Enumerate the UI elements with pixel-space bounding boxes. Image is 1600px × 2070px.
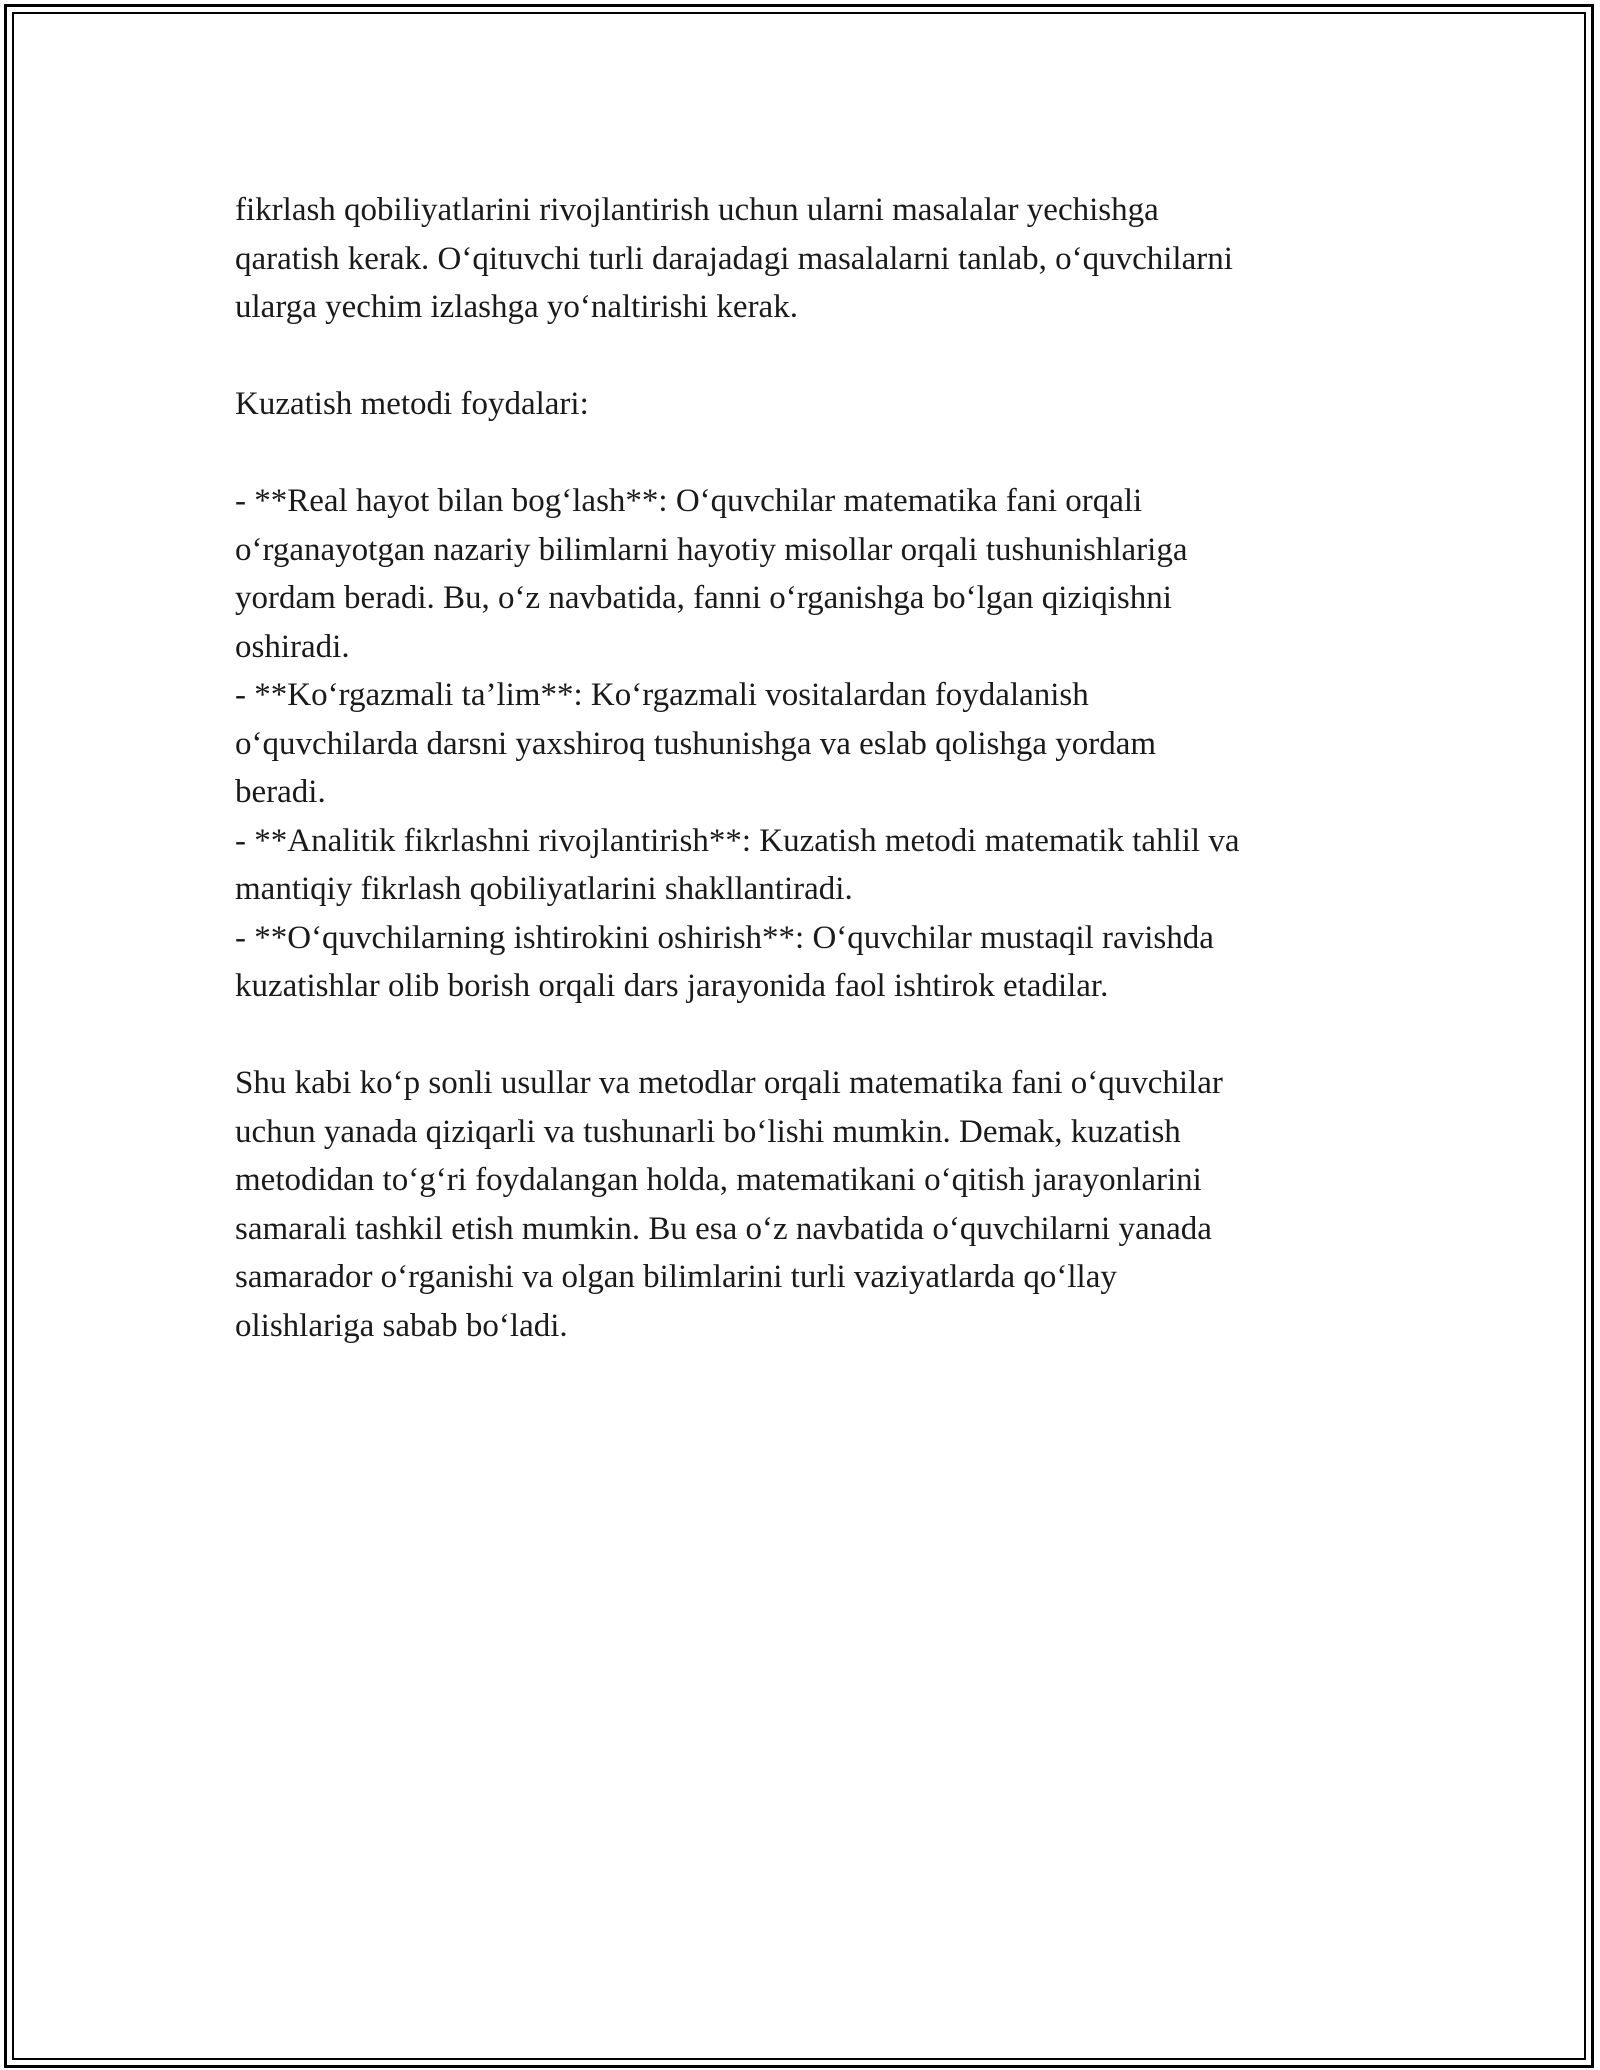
paragraph-intro	[235, 186, 1375, 332]
text-line: - **Ko‘rgazmali ta’lim**: Ko‘rgazmali vositalardan foydalanish	[235, 677, 1089, 713]
paragraph-spacer	[235, 1011, 1375, 1060]
text-line: samarali tashkil etish mumkin. Bu esa o‘z navbatida o‘quvchilarni yanada	[235, 1210, 1212, 1247]
section-heading	[235, 380, 1375, 429]
list-item	[235, 671, 1375, 817]
benefits-list	[235, 477, 1375, 1011]
text-line: beradi.	[235, 774, 326, 810]
text-line: - **Analitik fikrlashni rivojlantirish**: Kuzatish metodi matematik tahlil va	[235, 822, 1240, 859]
text-line: - **Real hayot bilan bog‘lash**: O‘quvchilar matematika fani orqali	[235, 483, 1143, 519]
paragraph-spacer	[235, 429, 1375, 478]
document-body	[235, 186, 1375, 1350]
paragraph-conclusion	[235, 1059, 1375, 1350]
text-line: o‘quvchilarda darsni yaxshiroq tushunishga va eslab qolishga yordam	[235, 725, 1157, 762]
text-line: olishlariga sabab bo‘ladi.	[235, 1307, 568, 1344]
text-line: oshiradi.	[235, 628, 350, 665]
paragraph-spacer	[235, 332, 1375, 381]
text-line: yordam beradi. Bu, o‘z navbatida, fanni o‘rganishga bo‘lgan qiziqishni	[235, 580, 1172, 616]
text-line: metodidan to‘g‘ri foydalangan holda, matematikani o‘qitish jarayonlarini	[235, 1162, 1202, 1198]
text-line: ularga yechim izlashga yo‘naltirishi kerak.	[235, 289, 798, 325]
list-item	[235, 914, 1375, 1011]
text-line: qaratish kerak. O‘qituvchi turli darajadagi masalalarni tanlab, o‘quvchilarni	[235, 240, 1233, 277]
text-line: uchun yanada qiziqarli va tushunarli bo‘lishi mumkin. Demak, kuzatish	[235, 1113, 1181, 1150]
list-item	[235, 817, 1375, 914]
text-line: - **O‘quvchilarning ishtirokini oshirish**: O‘quvchilar mustaqil ravishda	[235, 919, 1214, 956]
text-line: mantiqiy fikrlash qobiliyatlarini shakllantiradi.	[235, 871, 853, 907]
text-line: o‘rganayotgan nazariy bilimlarni hayotiy misollar orqali tushunishlariga	[235, 531, 1188, 568]
list-item	[235, 477, 1375, 671]
text-line: fikrlash qobiliyatlarini rivojlantirish uchun ularni masalalar yechishga	[235, 192, 1159, 228]
text-line: samarador o‘rganishi va olgan bilimlarini turli vaziyatlarda qo‘llay	[235, 1259, 1117, 1295]
text-line: kuzatishlar olib borish orqali dars jarayonida faol ishtirok etadilar.	[235, 968, 1109, 1004]
text-line: Shu kabi ko‘p sonli usullar va metodlar orqali matematika fani o‘quvchilar	[235, 1065, 1223, 1101]
heading-text: Kuzatish metodi foydalari:	[235, 386, 589, 422]
